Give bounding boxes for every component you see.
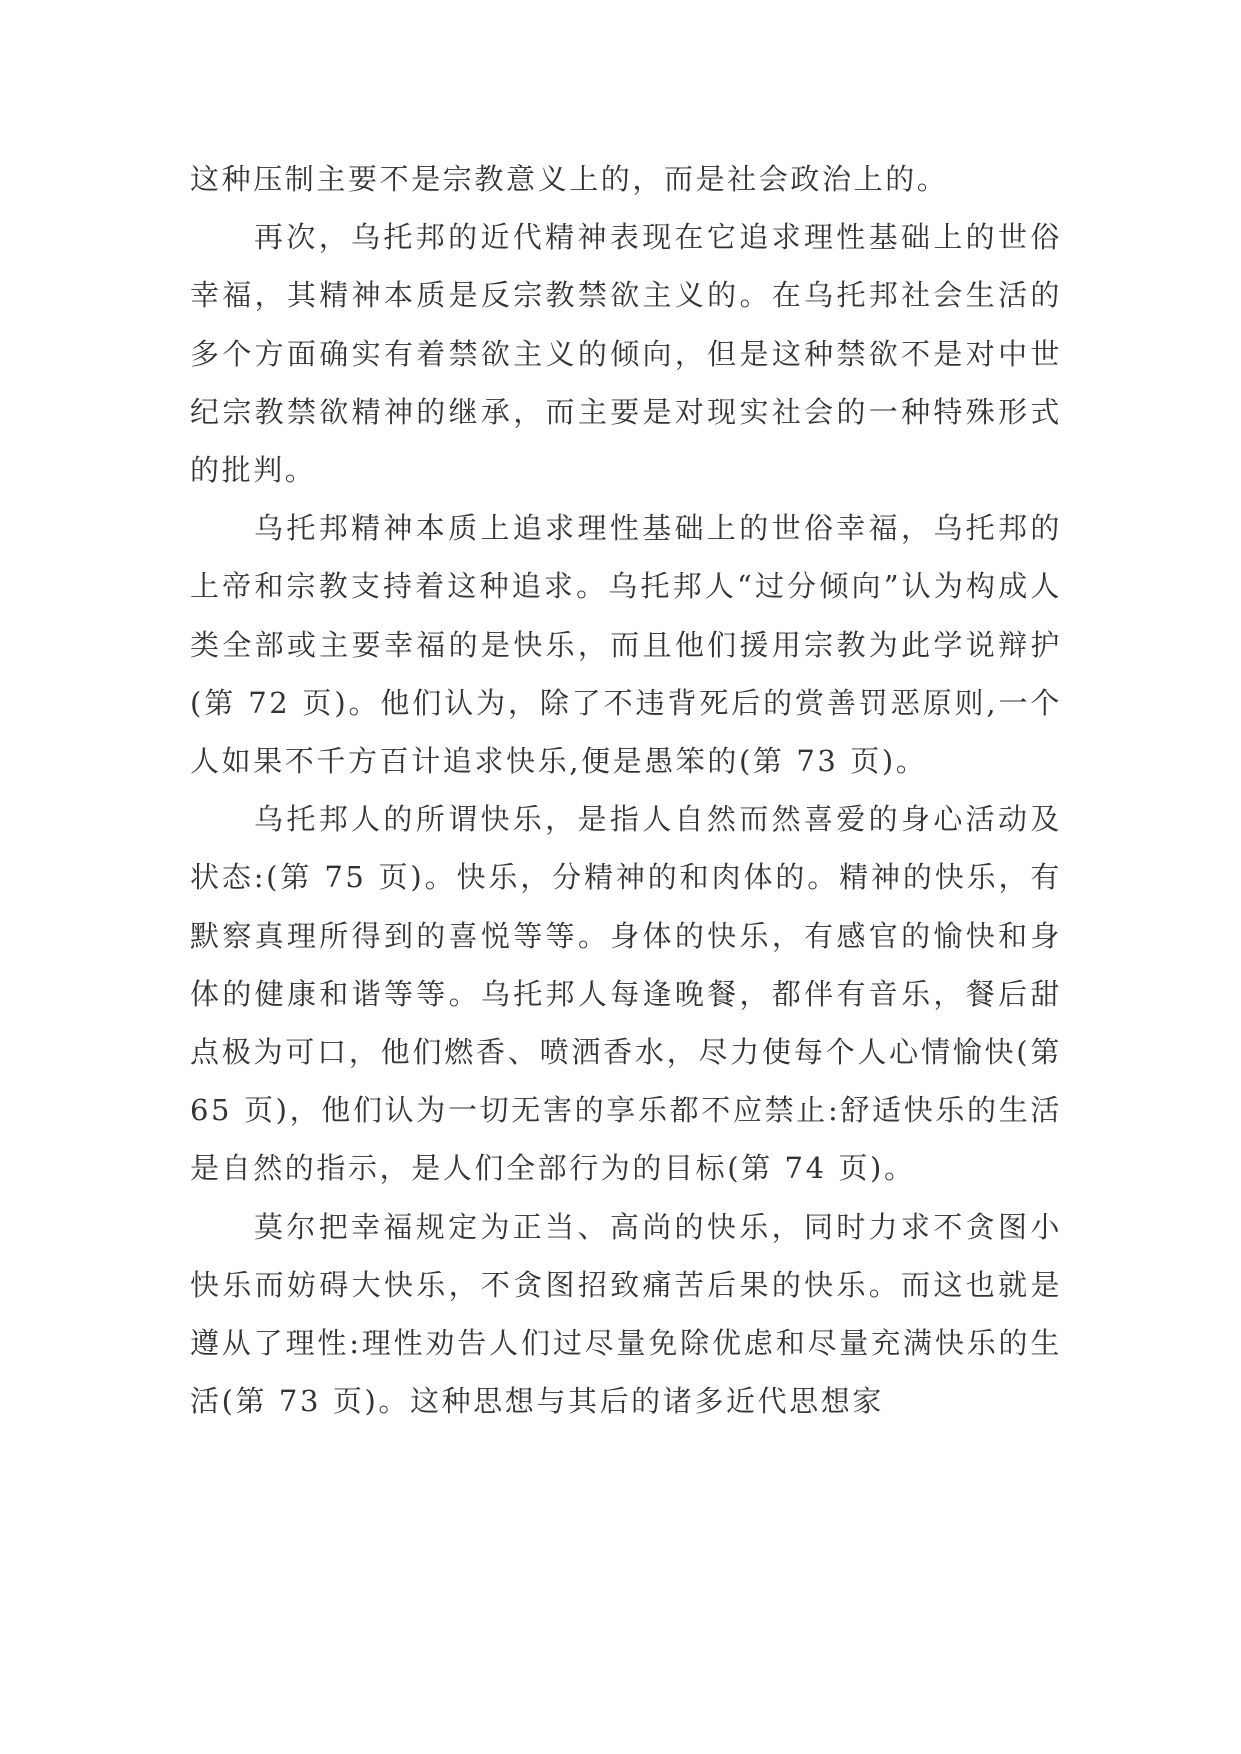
paragraph-continuation: 这种压制主要不是宗教意义上的，而是社会政治上的。 [190, 162, 949, 196]
paragraph: 莫尔把幸福规定为正当、高尚的快乐，同时力求不贪图小快乐而妨碍大快乐，不贪图招致痛苦后果的快乐。而这也就是遵从了理性:理性劝告人们过尽量免除优虑和尽量充满快乐的生活(第 73 页)。这种思想与其后的诸多近代思想家 [190, 1209, 1062, 1419]
paragraph: 乌托邦精神本质上追求理性基础上的世俗幸福，乌托邦的上帝和宗教支持着这种追求。乌托邦人“过分倾向”认为构成人类全部或主要幸福的是快乐，而且他们援用宗教为此学说辩护(第 72 页)。他们认为，除了不违背死后的赏善罚恶原则,一个人如果不千方百计追求快乐,便是愚笨的(第 73 页)。 [190, 511, 1062, 779]
paragraph: 再次，乌托邦的近代精神表现在它追求理性基础上的世俗幸福，其精神本质是反宗教禁欲主义的。在乌托邦社会生活的多个方面确实有着禁欲主义的倾向，但是这种禁欲不是对中世纪宗教禁欲精神的继承，而主要是对现实社会的一种特殊形式的批判。 [190, 220, 1062, 488]
body-text [190, 150, 1062, 1430]
paragraph: 乌托邦人的所谓快乐，是指人自然而然喜爱的身心活动及状态:(第 75 页)。快乐，分精神的和肉体的。精神的快乐，有默察真理所得到的喜悦等等。身体的快乐，有感官的愉快和身体的健康和谐等等。乌托邦人每逢晚餐，都伴有音乐，餐后甜点极为可口，他们燃香、喷洒香水，尽力使每个人心情愉快(第 65 页)，他们认为一切无害的享乐都不应禁止:舒适快乐的生活是自然的指示，是人们全部行为的目标(第 74 页)。 [190, 802, 1062, 1186]
